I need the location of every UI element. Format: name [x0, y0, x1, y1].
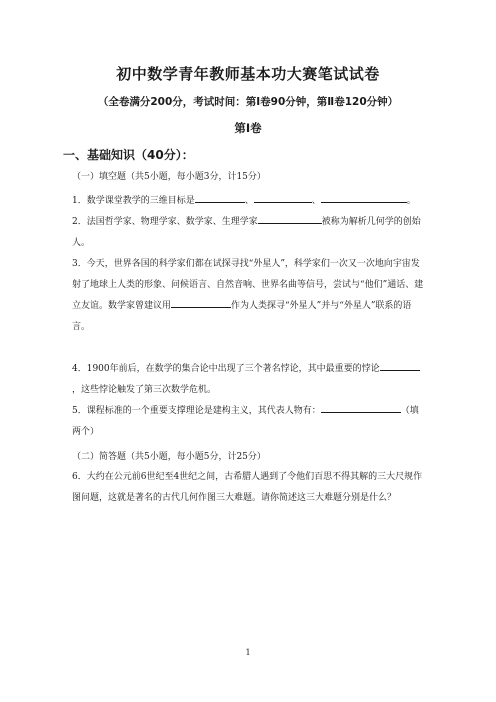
section-heading: 一、基础知识（40分）： [63, 148, 194, 162]
question-5 [72, 401, 424, 443]
fill-intro: （一）填空题（共5小题，每小题3分，计15分） [72, 172, 266, 182]
q4-text-b: ，这些悖论触发了第三次数学危机。 [72, 385, 217, 395]
q2-blank[interactable] [258, 214, 322, 224]
q1-sep-1: 、 [244, 196, 254, 206]
page-number: 1 [245, 648, 251, 657]
q3-text-b: 作为人类探寻“外星人”并与“外星人”联系的语言。 [72, 301, 412, 332]
q3-blank[interactable] [171, 298, 231, 308]
q1-sep-2: 、 [311, 196, 321, 206]
q1-end: 。 [406, 196, 416, 206]
question-1 [72, 191, 424, 212]
q5-text-a: 5．课程标准的一个重要支撑理论是建构主义，其代表人物有： [72, 406, 321, 416]
q2-text-b: 被称为解析几何学的创始人。 [72, 217, 421, 248]
exam-title: 初中数学青年教师基本功大赛笔试试卷 [116, 65, 380, 83]
q5-blank[interactable] [321, 403, 401, 413]
question-4 [72, 359, 424, 401]
q3-text-a: 3．今天，世界各国的科学家们都在试探寻找“外星人”，科学家们一次又一次地向宇宙发射了地球上人类的形象、问候语言、自然音响、世界名曲等信号，尝试与“他们”通话、建立友谊。数学家曾建议用 [72, 259, 424, 311]
q1-text: 1．数学课堂教学的三维目标是 [72, 196, 195, 206]
short-answer-intro: （二）简答题（共5小题，每小题5分，计25分） [72, 452, 266, 462]
question-6: 6．大约在公元前6世纪至4世纪之间，古希腊人遇到了令他们百思不得其解的三大尺规作图问题，这就是著名的古代几何作图三大难题。请你简述这三大难题分别是什么？ [72, 472, 423, 503]
q5-text-b: （填两个） [72, 406, 419, 437]
question-3 [72, 254, 424, 338]
exam-subtitle: （全卷满分200分，考试时间：第Ⅰ卷90分钟，第Ⅱ卷120分钟） [97, 96, 399, 108]
q1-blank-3[interactable] [321, 193, 407, 203]
q4-text-a: 4．1900年前后，在数学的集合论中出现了三个著名悖论，其中最重要的悖论 [72, 364, 380, 374]
question-2 [72, 212, 424, 254]
part-heading: 第Ⅰ卷 [234, 121, 262, 135]
q1-blank-1[interactable] [195, 193, 245, 203]
q1-blank-2[interactable] [254, 193, 312, 203]
q4-blank[interactable] [380, 361, 420, 371]
q2-text-a: 2．法国哲学家、物理学家、数学家、生理学家 [72, 217, 258, 227]
